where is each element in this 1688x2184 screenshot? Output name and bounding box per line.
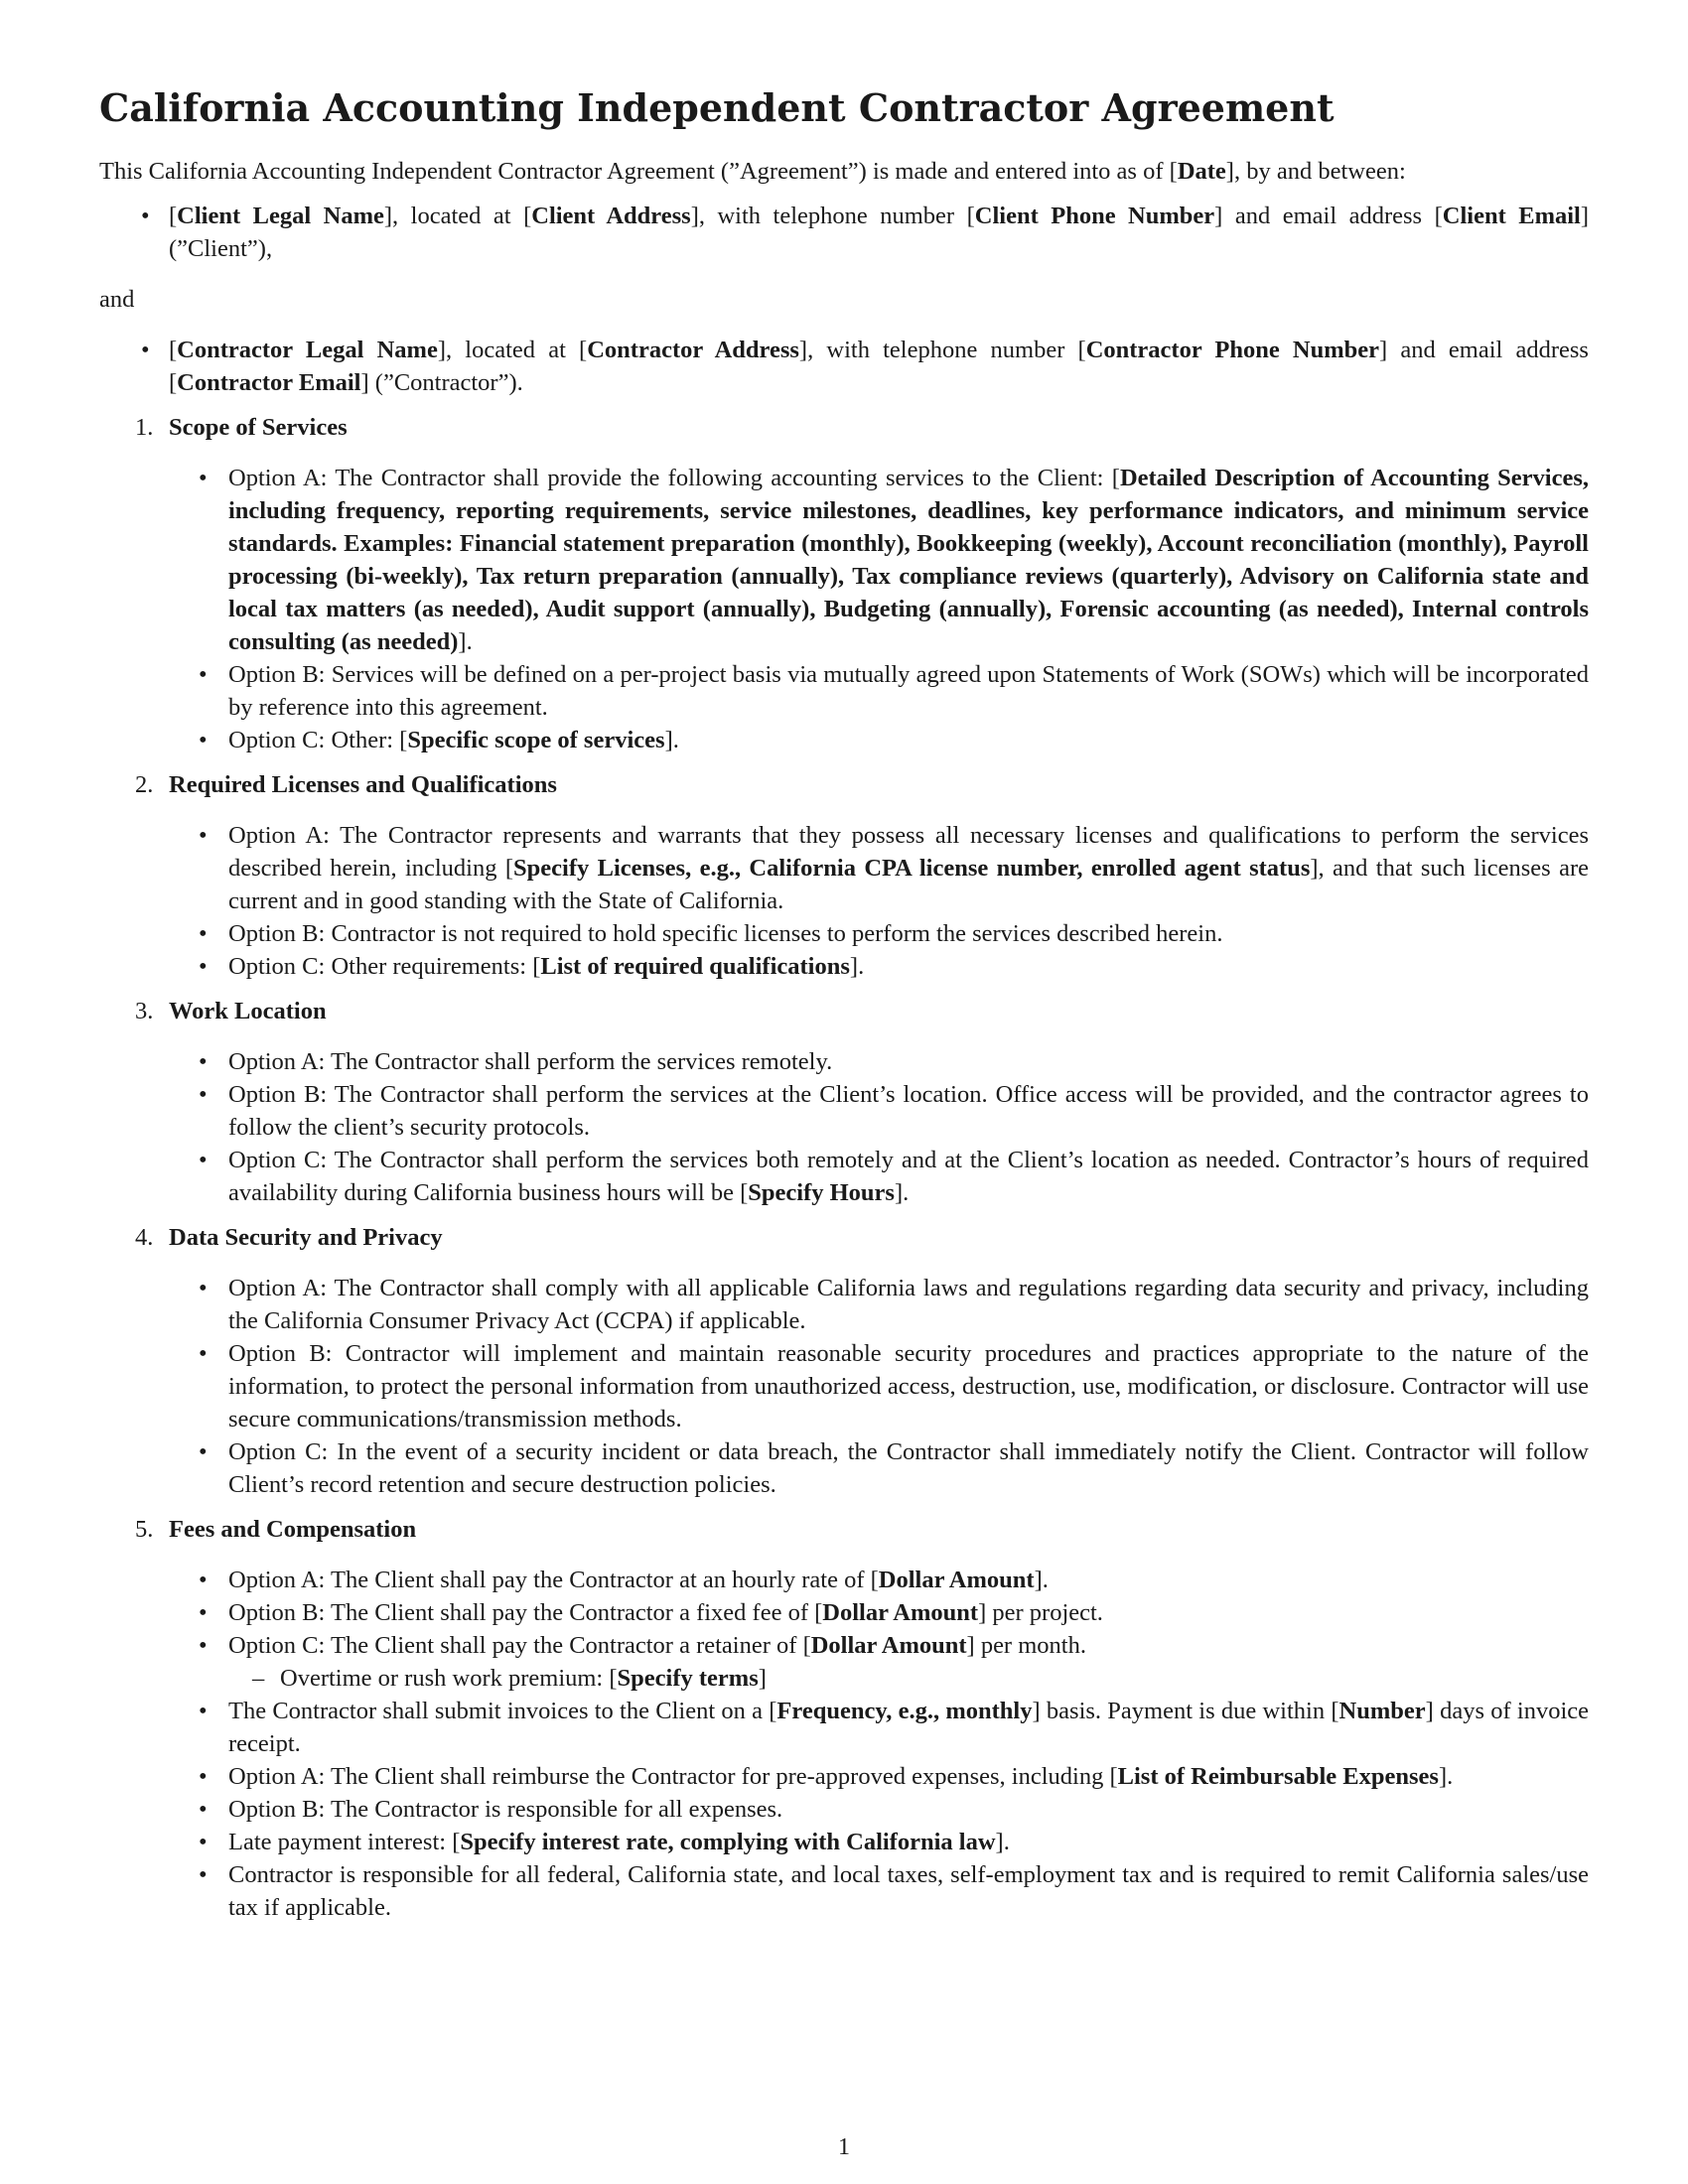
option-list xyxy=(99,1045,1589,1209)
document-page xyxy=(99,85,1589,1936)
sub-option-item: – Overtime or rush work premium: [Specify terms] xyxy=(99,1662,1589,1695)
section-number: 2. xyxy=(135,771,154,798)
section-heading xyxy=(99,995,1589,1027)
section-heading xyxy=(99,1513,1589,1546)
intro-paragraph: This California Accounting Independent Contractor Agreement (”Agreement”) is made and entered into as of [Date], by and between: xyxy=(99,158,1406,185)
placeholder-field: List of required qualifications xyxy=(540,953,850,980)
option-item: • Option B: The Contractor shall perform the services at the Client’s location. Office access will be provided, and the contractor agrees to follow the client’s security protocols. xyxy=(99,1078,1589,1144)
contractor-email-placeholder: Contractor Email xyxy=(177,369,361,396)
option-list xyxy=(99,819,1589,983)
placeholder-field: Specific scope of services xyxy=(407,727,665,753)
section xyxy=(99,411,1589,756)
option-item: • Contractor is responsible for all federal, California state, and local taxes, self-employment tax and is required to remit California sales/use tax if applicable. xyxy=(99,1858,1589,1924)
option-list xyxy=(99,1272,1589,1501)
placeholder-field: Specify Licenses, e.g., California CPA license number, enrolled agent status xyxy=(513,855,1311,882)
placeholder-field: Detailed Description of Accounting Services, including frequency, reporting requirements, service milestones, deadlines, key performance indicators, and minimum service standards. Examples: Financial statement preparation (monthly), Bookkeeping (weekly), Account reconciliation (monthly), Payroll processing (bi-weekly), Tax return preparation (annually), Tax compliance reviews (quarterly), Advisory on California state and local tax matters (as needed), Audit support (annually), Budgeting (annually), Forensic accounting (as needed), Internal controls consulting (as needed) xyxy=(228,465,1590,655)
section xyxy=(99,1221,1589,1501)
section-title: Scope of Services xyxy=(169,414,348,441)
option-item: • Option B: Contractor will implement and maintain reasonable security procedures and practices appropriate to the nature of the information, to protect the personal information from unauthorized access, destruction, use, modification, or disclosure. Contractor will use secure communications/transmission methods. xyxy=(99,1337,1589,1435)
section-heading xyxy=(99,1221,1589,1254)
client-email-placeholder: Client Email xyxy=(1442,203,1581,229)
section-number: 1. xyxy=(135,414,154,441)
option-item: • Option A: The Client shall reimburse the Contractor for pre-approved expenses, including [List of Reimbursable Expenses]. xyxy=(99,1760,1589,1793)
sections-list xyxy=(99,411,1589,1924)
option-item: • Option A: The Client shall pay the Contractor at an hourly rate of [Dollar Amount]. xyxy=(99,1564,1589,1596)
page-number: 1 xyxy=(838,2134,850,2160)
option-item: • Option C: The Contractor shall perform the services both remotely and at the Client’s location as needed. Contractor’s hours of required availability during California business hours will be [Specify Hours]. xyxy=(99,1144,1589,1209)
section xyxy=(99,995,1589,1209)
section-heading xyxy=(99,768,1589,801)
option-list xyxy=(99,1564,1589,1924)
option-list xyxy=(99,462,1589,756)
document-title: California Accounting Independent Contractor Agreement xyxy=(99,85,1335,130)
contractor-party-list xyxy=(99,334,1589,399)
option-item: • Option A: The Contractor shall comply with all applicable California laws and regulations regarding data security and privacy, including the California Consumer Privacy Act (CCPA) if applicable. xyxy=(99,1272,1589,1337)
option-item: • Option B: Services will be defined on a per-project basis via mutually agreed upon Statements of Work (SOWs) which will be incorporated by reference into this agreement. xyxy=(99,658,1589,724)
option-item: • Option B: Contractor is not required to hold specific licenses to perform the services described herein. xyxy=(99,917,1589,950)
section-title: Fees and Compensation xyxy=(169,1516,417,1543)
section-number: 4. xyxy=(135,1224,154,1251)
option-item: • Option B: The Client shall pay the Contractor a fixed fee of [Dollar Amount] per project. xyxy=(99,1596,1589,1629)
client-party-list xyxy=(99,200,1589,265)
placeholder-field: Specify interest rate, complying with California law xyxy=(460,1829,996,1855)
section-title: Data Security and Privacy xyxy=(169,1224,443,1251)
placeholder-field: Dollar Amount xyxy=(822,1599,979,1626)
option-item: • Option A: The Contractor shall perform the services remotely. xyxy=(99,1045,1589,1078)
section-heading xyxy=(99,411,1589,444)
option-item: • Option C: Other requirements: [List of required qualifications]. xyxy=(99,950,1589,983)
placeholder-field: Frequency, e.g., monthly xyxy=(776,1698,1033,1724)
section-title: Work Location xyxy=(169,998,327,1024)
contractor-name-placeholder: Contractor Legal Name xyxy=(177,337,438,363)
option-item: • Option B: The Contractor is responsible for all expenses. xyxy=(99,1793,1589,1826)
placeholder-field: Specify terms xyxy=(617,1665,759,1692)
placeholder-field: Dollar Amount xyxy=(878,1567,1035,1593)
client-name-placeholder: Client Legal Name xyxy=(177,203,384,229)
section-title: Required Licenses and Qualifications xyxy=(169,771,557,798)
option-item: • The Contractor shall submit invoices to the Client on a [Frequency, e.g., monthly] basis. Payment is due within [Number] days of invoice receipt. xyxy=(99,1695,1589,1760)
placeholder-field: Dollar Amount xyxy=(810,1632,967,1659)
option-item: • Option C: The Client shall pay the Contractor a retainer of [Dollar Amount] per month. xyxy=(99,1629,1589,1662)
placeholder-field: List of Reimbursable Expenses xyxy=(1117,1763,1439,1790)
option-item: • Option A: The Contractor shall provide the following accounting services to the Client: [Detailed Description of Accounting Services, including frequency, reporting requirements, service milestones, deadlines, key performance indicators, and minimum service standards. Examples: Financial statement preparation (monthly), Bookkeeping (weekly), Account reconciliation (monthly), Payroll processing (bi-weekly), Tax return preparation (annually), Tax compliance reviews (quarterly), Advisory on California state and local tax matters (as needed), Audit support (annually), Budgeting (annually), Forensic accounting (as needed), Internal controls consulting (as needed)]. xyxy=(99,462,1589,658)
section xyxy=(99,1513,1589,1924)
option-item: • Option C: Other: [Specific scope of services]. xyxy=(99,724,1589,756)
option-item: • Option A: The Contractor represents and warrants that they possess all necessary licenses and qualifications to perform the services described herein, including [Specify Licenses, e.g., California CPA license number, enrolled agent status], and that such licenses are current and in good standing with the State of California. xyxy=(99,819,1589,917)
section xyxy=(99,768,1589,983)
client-phone-placeholder: Client Phone Number xyxy=(974,203,1215,229)
contractor-party: • [Contractor Legal Name], located at [Contractor Address], with telephone number [Contractor Phone Number] and email address [Contractor Email] (”Contractor”). xyxy=(99,334,1589,399)
client-party: • [Client Legal Name], located at [Client Address], with telephone number [Client Phone Number] and email address [Client Email] (”Client”), xyxy=(99,200,1589,265)
contractor-address-placeholder: Contractor Address xyxy=(587,337,799,363)
client-address-placeholder: Client Address xyxy=(531,203,691,229)
and-connector: and xyxy=(99,286,135,313)
option-item: • Late payment interest: [Specify interest rate, complying with California law]. xyxy=(99,1826,1589,1858)
placeholder-field: Specify Hours xyxy=(748,1179,895,1206)
date-placeholder: Date xyxy=(1177,158,1226,185)
option-item: • Option C: In the event of a security incident or data breach, the Contractor shall immediately notify the Client. Contractor will follow Client’s record retention and secure destruction policies. xyxy=(99,1435,1589,1501)
section-number: 3. xyxy=(135,998,154,1024)
placeholder-field: Number xyxy=(1338,1698,1426,1724)
section-number: 5. xyxy=(135,1516,154,1543)
contractor-phone-placeholder: Contractor Phone Number xyxy=(1085,337,1380,363)
